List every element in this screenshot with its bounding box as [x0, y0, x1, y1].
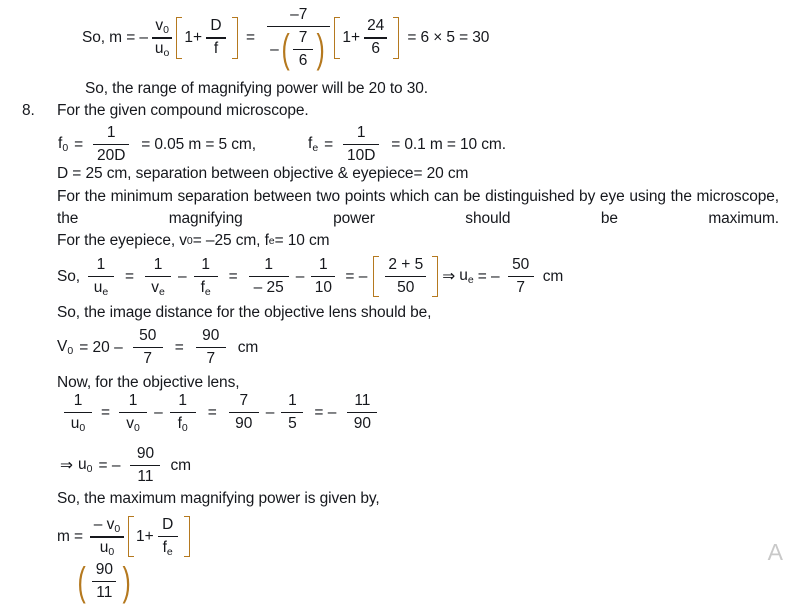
fraction-denominator: 11 [137, 467, 154, 485]
fraction-bar [88, 276, 114, 278]
subscript: e [158, 285, 165, 298]
fraction-50-over-7 [133, 327, 163, 368]
fraction-bar [93, 144, 129, 146]
fe-symbol: fe [308, 135, 319, 155]
fraction-numerator: 1 [288, 392, 297, 410]
fraction-denominator: 7 [206, 349, 216, 367]
paren-left-icon: ( [77, 559, 86, 604]
bracket-left-icon [373, 256, 379, 297]
item-8-text: For the given compound microscope. [57, 102, 309, 119]
bracket-left-icon [128, 516, 134, 557]
fraction-7-over-6 [293, 29, 313, 70]
minus-sign: – [270, 40, 279, 58]
fraction-denominator: v0 [126, 414, 140, 434]
fraction-bar [92, 581, 116, 583]
equals-sign: = [324, 135, 334, 153]
fraction-numerator: 1 [73, 392, 83, 409]
eq-top-lead: So, m = – [82, 29, 148, 47]
equals-minus: = – [314, 403, 337, 421]
fraction-denominator: 20D [97, 146, 126, 164]
m-equals: m = [57, 527, 83, 545]
fraction-denominator: fe [162, 538, 173, 558]
minus-sign: – [295, 267, 305, 285]
fraction-denominator: 10D [347, 146, 376, 164]
fraction-numerator: 1 [106, 124, 116, 141]
fraction-24-over-6 [364, 17, 387, 58]
fraction-denominator: 50 [397, 278, 415, 296]
bracket-left-icon [176, 17, 182, 58]
fraction-bar [311, 276, 335, 278]
eq-ue-lead: So, [57, 267, 80, 285]
fraction-numerator: 11 [354, 392, 371, 410]
fraction-1-over-fe [194, 256, 218, 297]
ue-symbol: ue [459, 267, 474, 287]
equals-sign: = [124, 267, 135, 285]
fraction-numerator: 90 [202, 327, 220, 344]
fraction-numerator: 7 [298, 28, 308, 46]
fraction-D-over-f [206, 17, 226, 58]
equals-minus: = – [345, 267, 368, 285]
equation-m-final [57, 516, 190, 557]
fraction-11-over-90 [347, 392, 377, 433]
fraction-bar [343, 144, 379, 146]
equals-sign: = [207, 403, 217, 421]
equals-minus: = – [98, 456, 121, 474]
fraction-bar [347, 412, 377, 414]
subscript: 0 [79, 421, 86, 434]
fraction-1-over-f0 [170, 392, 196, 433]
bracket-left-icon [334, 17, 340, 58]
line-max-magnifying-power: So, the maximum magnifying power is given by, [57, 490, 380, 507]
bracket-right-icon [184, 516, 190, 557]
fraction-numerator: 1 [319, 256, 328, 274]
fraction-numerator: 90 [95, 561, 113, 578]
eyepiece-post: = 10 cm [274, 232, 330, 249]
equals-20-minus: = 20 – [79, 338, 123, 356]
fraction-bar [364, 37, 387, 39]
subscript: 0 [134, 421, 140, 434]
fraction-denominator: u0 [70, 414, 86, 434]
fraction-bar [64, 412, 92, 414]
subscript: 0 [62, 142, 69, 155]
equation-magnification-top [82, 6, 489, 70]
fraction-bar [206, 37, 226, 39]
u0-symbol: u0 [78, 456, 93, 476]
item-number-8: 8. [22, 102, 35, 119]
minus-sign: – [265, 403, 275, 421]
fraction-denominator: ue [93, 278, 109, 298]
fraction-bar [196, 347, 226, 349]
equation-u0 [60, 392, 381, 433]
minus-sign: – [154, 403, 163, 421]
paren-right-icon: ) [316, 27, 325, 72]
fraction-1-over-minus25 [249, 256, 289, 297]
equation-f0 [58, 124, 256, 165]
fraction-numerator: 1 [356, 124, 366, 141]
fraction-numerator: 1 [178, 392, 187, 409]
line-eyepiece-values [57, 232, 330, 250]
equation-u0-result [57, 445, 191, 486]
fraction-numerator: D [162, 516, 174, 534]
subscript: e [102, 285, 109, 298]
fraction-denominator: 90 [235, 414, 253, 432]
fraction-denominator: 6 [371, 40, 380, 58]
subscript: e [268, 234, 275, 247]
subscript: 0 [163, 24, 169, 37]
equals-sign: = [174, 338, 184, 356]
bracket-group-1 [176, 17, 238, 58]
fraction-numerator: 1 [201, 256, 210, 273]
fraction-numerator: – v0 [93, 516, 121, 535]
fraction-denominator: 7 [516, 278, 525, 296]
watermark-letter: A [767, 539, 783, 565]
fraction-D-over-fe [158, 516, 178, 557]
line-D-separation: D = 25 cm, separation between objective & eyepiece= 20 cm [57, 165, 469, 182]
fe-result: = 0.1 m = 10 cm. [391, 135, 506, 153]
fraction-bar [194, 276, 218, 278]
fraction-denominator: 10 [314, 278, 332, 296]
paragraph-minimum-separation: For the minimum separation between two points which can be distinguished by eye using the microscope, the magnifying power should be maximum. [57, 188, 779, 227]
unit-cm: cm [542, 267, 564, 285]
clipped-next-equation [57, 559, 317, 604]
V0-symbol: V0 [57, 338, 74, 358]
unit-cm: cm [237, 338, 259, 356]
bracket-group-2 [334, 17, 399, 58]
fraction-numerator: v0 [155, 17, 169, 37]
equation-ue [57, 256, 563, 297]
eyepiece-mid: = –25 cm, f [192, 232, 269, 249]
equals-sign: = [228, 267, 238, 285]
subscript: 0 [108, 545, 115, 558]
subscript: e [312, 142, 319, 155]
minus-sign: – [178, 267, 187, 285]
fraction-numerator: 2 + 5 [388, 256, 424, 274]
equals-sign: = [101, 403, 111, 421]
subscript: 0 [181, 421, 188, 434]
fraction-bar [119, 412, 147, 414]
fraction-bar [133, 347, 163, 349]
subscript: 0 [114, 522, 121, 535]
fraction-numerator: 1 [153, 256, 163, 273]
implies-icon: ⇒ [60, 457, 73, 475]
fraction-1-over-20D [93, 124, 129, 165]
fraction-numerator: D [210, 17, 222, 35]
eyepiece-pre: For the eyepiece, v [57, 232, 187, 249]
fraction-90-over-7 [196, 327, 226, 368]
fraction-1-over-10D [343, 124, 379, 165]
fraction-bar [229, 412, 259, 414]
fraction-numerator: 1 [264, 256, 274, 274]
line-range-statement: So, the range of magnifying power will be 20 to 30. [85, 80, 428, 97]
fraction-50-over-7 [508, 256, 534, 297]
fraction-bar [158, 536, 178, 538]
fraction-numerator: 24 [367, 17, 385, 35]
fraction-denominator: 5 [288, 414, 297, 432]
fraction-denominator: uo [154, 40, 170, 60]
equals-minus: = – [477, 267, 500, 285]
fraction-denominator: 11 [96, 583, 113, 601]
fraction-denominator: fe [200, 278, 211, 298]
fraction-bar [145, 276, 171, 278]
fraction-bar [385, 276, 426, 278]
fraction-bar [281, 412, 303, 414]
paren-right-icon: ) [122, 559, 132, 604]
fraction-denominator: – 25 [253, 278, 284, 296]
fraction-bar [293, 49, 313, 51]
subscript: e [204, 285, 211, 298]
equation-V0 [57, 327, 258, 368]
equation-fe [308, 124, 506, 165]
fraction-bar [90, 536, 124, 538]
fraction-partial [92, 561, 116, 602]
subscript: 0 [67, 345, 74, 358]
paren-left-icon: ( [281, 27, 290, 72]
bracket-group-final [128, 516, 190, 557]
fraction-1-over-ue [88, 256, 114, 297]
fraction-v0-over-u0 [152, 17, 172, 58]
fraction-1-over-10 [311, 256, 335, 297]
fraction-bar [508, 276, 534, 278]
fraction-numerator: –7 [290, 6, 308, 23]
subscript: 0 [86, 463, 93, 476]
fraction-complex-minus7 [267, 6, 330, 70]
fraction-bar [170, 412, 196, 414]
fraction-1-over-5 [281, 392, 303, 433]
subscript: e [166, 545, 173, 558]
equals-sign: = [246, 29, 256, 47]
fraction-denominator [267, 29, 330, 70]
fraction-bar [152, 37, 172, 39]
subscript: o [163, 47, 170, 60]
unit-cm: cm [170, 456, 191, 474]
f0-result: = 0.05 m = 5 cm, [141, 135, 256, 153]
fraction-numerator: 7 [239, 392, 249, 410]
fraction-denominator: ve [151, 278, 165, 298]
fraction-2plus5-over-50 [385, 256, 426, 297]
fraction-1-over-u0 [64, 392, 92, 433]
line-image-distance: So, the image distance for the objective lens should be, [57, 304, 432, 321]
fraction-denominator: f [213, 40, 219, 58]
fraction-minusv0-over-u0 [90, 516, 124, 557]
fraction-denominator: 6 [298, 51, 308, 69]
f0-symbol: f0 [58, 135, 69, 155]
fraction-bar [249, 276, 289, 278]
one-plus: 1+ [135, 527, 154, 545]
fraction-bar [130, 465, 160, 467]
line-objective-lens: Now, for the objective lens, [57, 374, 240, 391]
fraction-denominator: 7 [143, 349, 153, 367]
fraction-1-over-v0 [119, 392, 147, 433]
fraction-denominator: u0 [99, 539, 115, 558]
bracket-group-2plus5 [373, 256, 438, 297]
fraction-1-over-ve [145, 256, 171, 297]
subscript: e [467, 274, 474, 287]
fraction-numerator: 50 [512, 256, 530, 274]
one-plus: 1+ [184, 29, 203, 47]
fraction-7-over-90 [229, 392, 259, 433]
fraction-denominator: 90 [353, 414, 371, 432]
fraction-numerator: 1 [128, 392, 138, 409]
fraction-numerator: 50 [139, 327, 157, 344]
eq-top-result: = 6 × 5 = 30 [407, 29, 490, 47]
fraction-numerator: 1 [96, 256, 106, 273]
equals-sign: = [74, 135, 84, 153]
implies-icon: ⇒ [442, 268, 456, 286]
fraction-90-over-11 [130, 445, 160, 486]
one-plus: 1+ [342, 29, 361, 47]
fraction-numerator: 90 [136, 445, 155, 462]
subscript: 0 [186, 234, 193, 247]
fraction-denominator: f0 [177, 414, 188, 434]
